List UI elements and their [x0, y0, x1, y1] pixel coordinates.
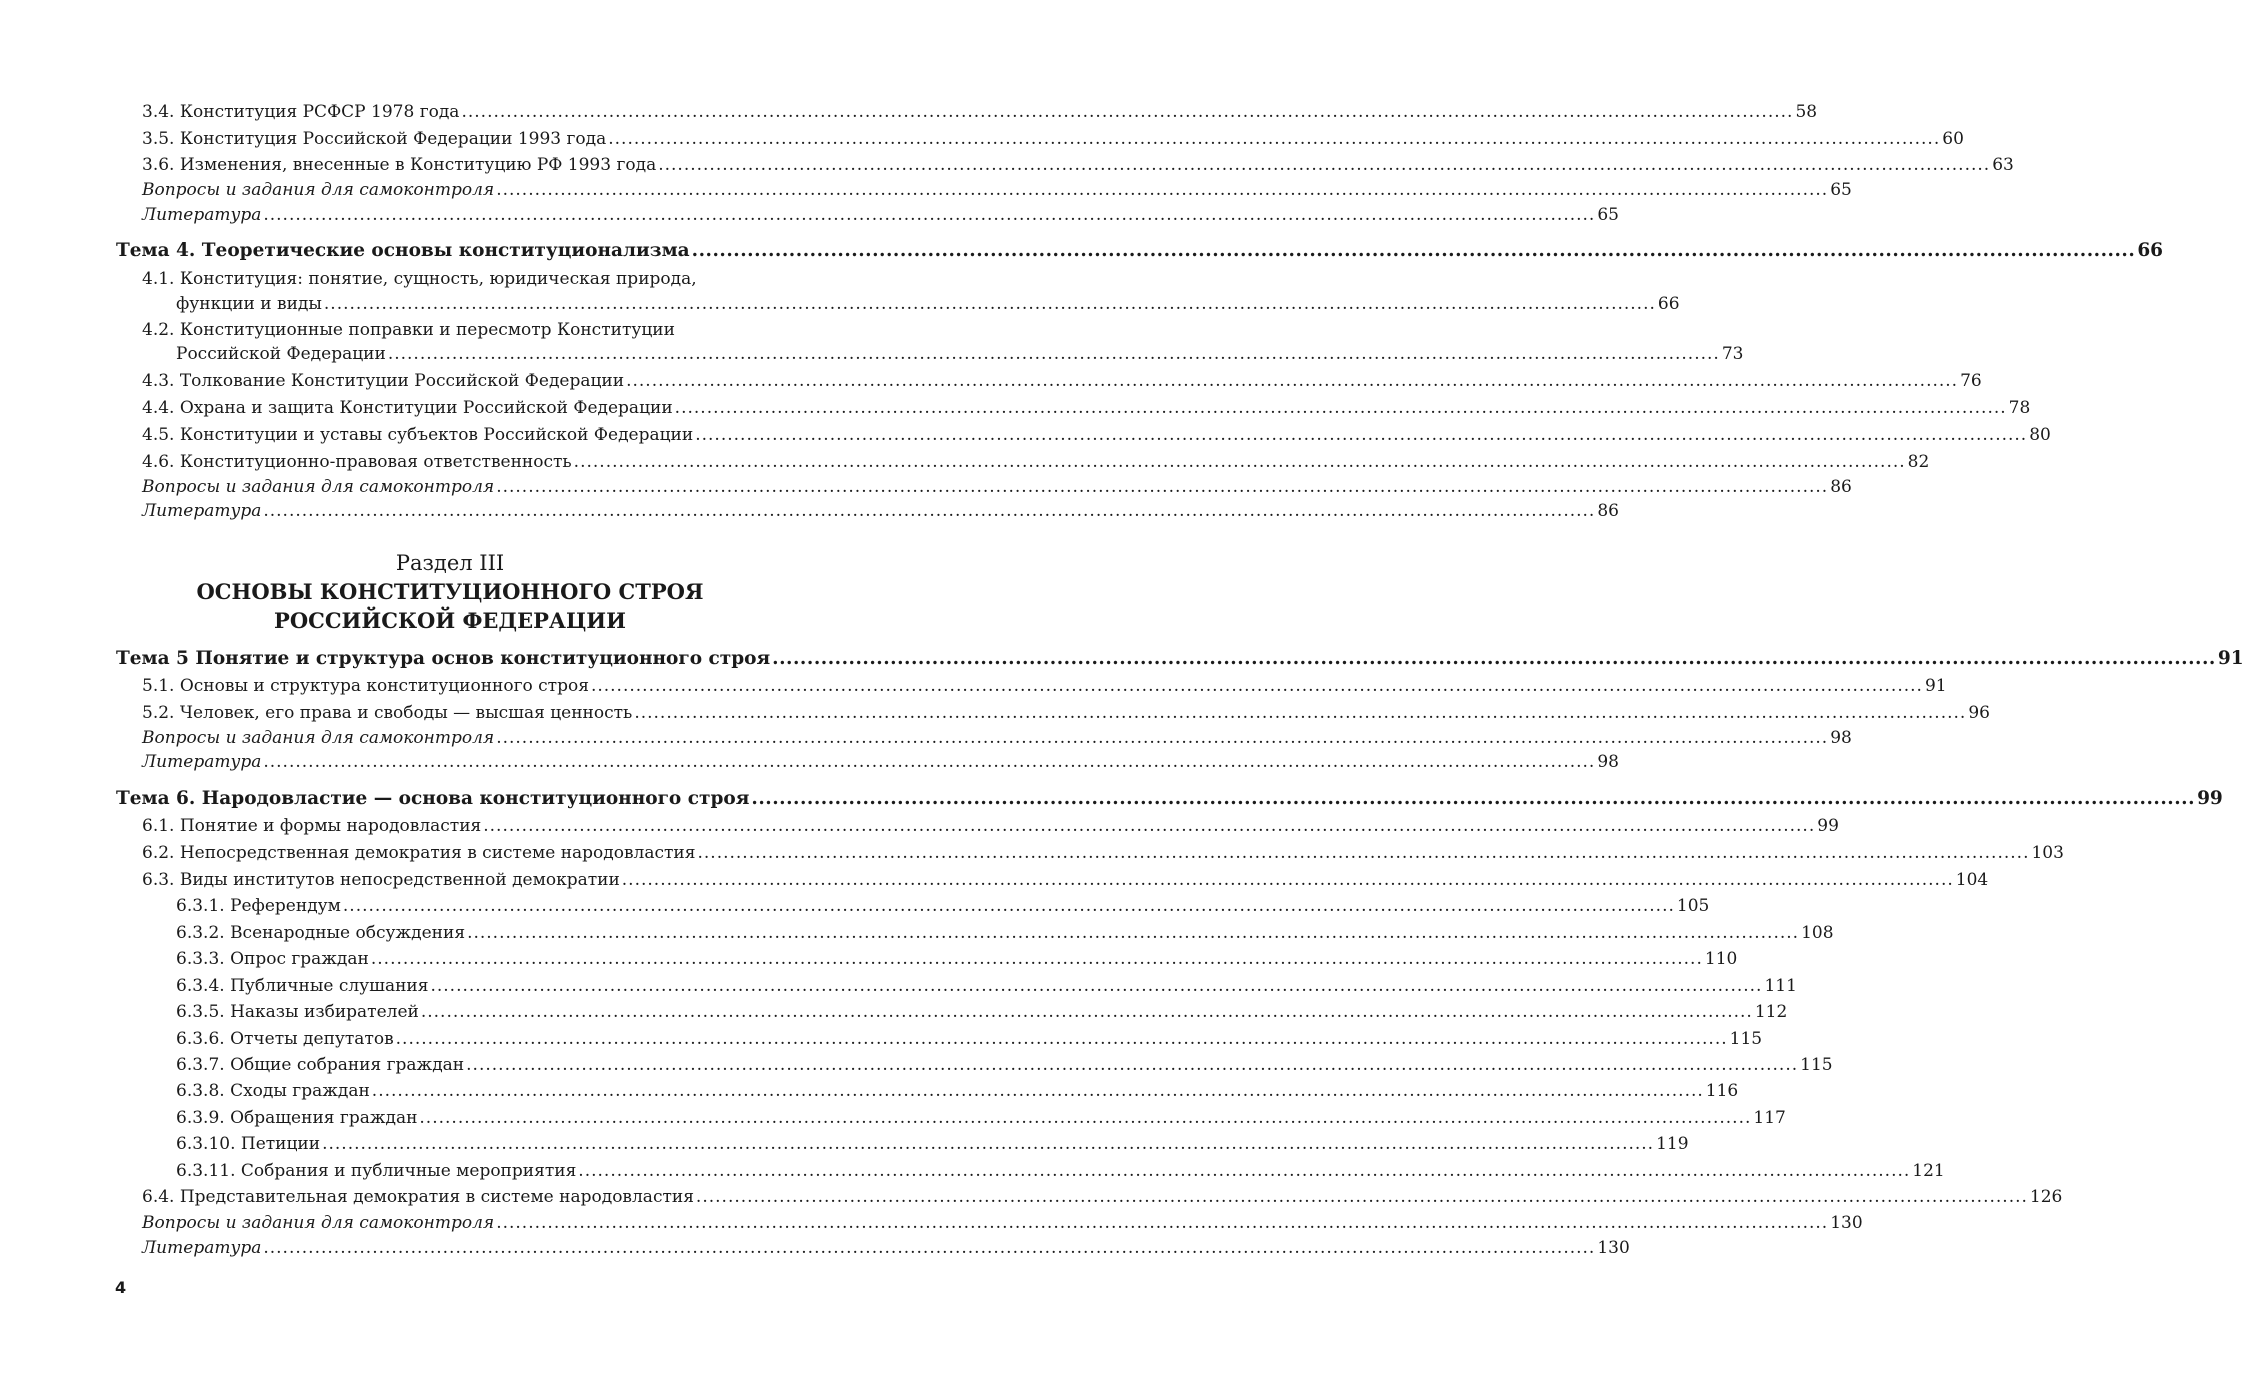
toc-entry-label: Вопросы и задания для самоконтроля [142, 477, 495, 497]
toc-entry-6-3-3 [176, 948, 1738, 970]
toc-entry-label: 6.3.3. Опрос граждан [176, 949, 369, 969]
toc-entry-page: 91 [1924, 676, 1947, 696]
toc-entry-4-5 [142, 424, 2051, 446]
toc-entry-4-4 [142, 397, 2031, 419]
toc-entry-label: Литература [142, 1238, 262, 1258]
section-number: Раздел III [395, 551, 505, 575]
toc-entry-6-4 [142, 1186, 2063, 1208]
toc-entry-label: 4.6. Конституционно-правовая ответственность [142, 452, 572, 472]
toc-entry-label: Вопросы и задания для самоконтроля [142, 728, 495, 748]
toc-entry-label: Литература [142, 501, 262, 521]
toc-entry-label: 5.1. Основы и структура конституционного строя [142, 676, 589, 696]
toc-entry-page: 86 [1830, 477, 1852, 497]
toc-entry-6-3 [142, 869, 1989, 891]
toc-entry-page: 98 [1597, 752, 1619, 772]
toc-entry-page: 108 [1801, 923, 1834, 943]
toc-entry-label: 4.3. Толкование Конституции Российской Федерации [142, 371, 625, 391]
toc-entry-6-3-4 [176, 975, 1797, 997]
toc-entry-6-3-1 [176, 895, 1710, 917]
toc-entry-label: 3.5. Конституция Российской Федерации 1993 года [142, 129, 607, 149]
toc-entry-page: 116 [1705, 1081, 1739, 1101]
toc-entry-page: 115 [1729, 1029, 1763, 1049]
toc-entry-4-6 [142, 451, 1930, 473]
section-title-line1: ОСНОВЫ КОНСТИТУЦИОННОГО СТРОЯ [196, 579, 704, 604]
toc-entry-6-3-9 [176, 1107, 1786, 1129]
toc-entry-page: 65 [1830, 180, 1852, 200]
toc-entry-page: 96 [1968, 703, 1990, 723]
toc-entry-page: 121 [1912, 1161, 1945, 1181]
toc-theme-6 [116, 788, 2223, 810]
theme-title: Тема 6. Народовластие — основа конституционного строя [116, 788, 750, 809]
toc-entry-page: 126 [2029, 1187, 2063, 1207]
toc-theme-4 [116, 240, 2164, 262]
toc-entry-label: 6.3.10. Петиции [176, 1134, 321, 1154]
theme-title: Тема 5 Понятие и структура основ конституционного строя [116, 648, 771, 669]
toc-entry-6-3-6 [176, 1028, 1763, 1050]
toc-entry-label: Вопросы и задания для самоконтроля [142, 180, 495, 200]
toc-entry-page: 98 [1830, 728, 1852, 748]
toc-entry-label: 6.3.11. Собрания и публичные мероприятия [176, 1161, 577, 1181]
toc-entry-label: 6.3.8. Сходы граждан [176, 1081, 370, 1101]
toc-entry-3-4 [142, 101, 1818, 123]
toc-entry-label: 6.1. Понятие и формы народовластия [142, 816, 482, 836]
toc-entry-page: 111 [1764, 976, 1797, 996]
toc-entry-6-3-2 [176, 922, 1834, 944]
toc-entry-page: 66 [1657, 294, 1680, 314]
toc-entry-label: 3.6. Изменения, внесенные в Конституцию РФ 1993 года [142, 155, 657, 175]
theme-page: 66 [2137, 240, 2164, 261]
toc-entry-page: 78 [2008, 398, 2031, 418]
toc-entry-page: 112 [1754, 1002, 1788, 1022]
toc-entry-page: 119 [1656, 1134, 1689, 1154]
toc-entry-4-3 [142, 370, 1982, 392]
toc-entry-label: Литература [142, 205, 262, 225]
toc-entry-literature-3 [142, 204, 1619, 226]
toc-entry-6-2 [142, 842, 2064, 864]
theme-page: 99 [2197, 788, 2223, 809]
toc-entry-6-3-11 [176, 1160, 1945, 1182]
toc-theme-5 [116, 648, 2244, 670]
toc-entry-page: 60 [1942, 129, 1964, 149]
toc-entry-page: 80 [2029, 425, 2051, 445]
toc-entry-6-1 [142, 815, 1839, 837]
toc-entry-label: Литература [142, 752, 262, 772]
toc-entry-page: 104 [1955, 870, 1989, 890]
toc-entry-page: 99 [1817, 816, 1839, 836]
toc-entry-label: Российской Федерации [176, 344, 386, 364]
toc-entry-6-3-10 [176, 1133, 1689, 1155]
toc-entry-page: 58 [1795, 102, 1818, 122]
theme-page: 91 [2217, 648, 2244, 669]
toc-entry-questions-4 [142, 476, 1852, 498]
toc-entry-4-1 [176, 293, 1680, 315]
page-number: 4 [115, 1278, 127, 1297]
toc-entry-label: 5.2. Человек, его права и свободы — высшая ценность [142, 703, 633, 723]
toc-entry-page: 76 [1960, 371, 1982, 391]
toc-entry-page: 115 [1800, 1055, 1833, 1075]
section-title-line2: РОССИЙСКОЙ ФЕДЕРАЦИИ [274, 608, 626, 633]
toc-entry-page: 63 [1992, 155, 2014, 175]
toc-entry-label: 6.3.6. Отчеты депутатов [176, 1029, 394, 1049]
toc-entry-label: 6.3.2. Всенародные обсуждения [176, 923, 466, 943]
toc-entry-page: 73 [1721, 344, 1744, 364]
toc-entry-label: 6.3. Виды институтов непосредственной демократии [142, 870, 620, 890]
toc-entry-literature-5 [142, 751, 1619, 773]
theme-title: Тема 4. Теоретические основы конституционализма [116, 240, 690, 261]
toc-entry-label: 6.3.5. Наказы избирателей [176, 1002, 419, 1022]
toc-entry-5-2 [142, 702, 1990, 724]
toc-entry-label: 6.3.9. Обращения граждан [176, 1108, 418, 1128]
toc-entry-questions-5 [142, 727, 1852, 749]
toc-entry-6-3-5 [176, 1001, 1788, 1023]
toc-entry-questions-6 [142, 1212, 1863, 1234]
toc-entry-literature-6 [142, 1237, 1630, 1259]
toc-entry-5-1 [142, 675, 1947, 697]
toc-entry-6-3-8 [176, 1080, 1739, 1102]
toc-entry-label: 6.3.7. Общие собрания граждан [176, 1055, 465, 1075]
toc-entry-label: 6.3.1. Референдум [176, 896, 341, 916]
toc-entry-label: 6.3.4. Публичные слушания [176, 976, 429, 996]
toc-entry-6-3-7 [176, 1054, 1833, 1076]
toc-entry-page: 105 [1676, 896, 1710, 916]
toc-entry-label: функции и виды [176, 294, 322, 314]
toc-entry-label: Вопросы и задания для самоконтроля [142, 1213, 495, 1233]
toc-entry-page: 65 [1597, 205, 1619, 225]
toc-entry-literature-4 [142, 500, 1619, 522]
toc-entry-page: 130 [1830, 1213, 1863, 1233]
toc-entry-page: 110 [1704, 949, 1738, 969]
toc-entry-page: 103 [2031, 843, 2064, 863]
toc-entry-questions-3 [142, 179, 1852, 201]
toc-entry-4-2 [176, 343, 1744, 365]
toc-entry-label: 4.5. Конституции и уставы субъектов Российской Федерации [142, 425, 694, 445]
toc-entry-4-2-line1: 4.2. Конституционные поправки и пересмотр Конституции [142, 320, 675, 340]
toc-entry-label: 4.4. Охрана и защита Конституции Российской Федерации [142, 398, 673, 418]
toc-entry-page: 82 [1907, 452, 1930, 472]
toc-entry-page: 130 [1597, 1238, 1630, 1258]
toc-entry-page: 86 [1597, 501, 1619, 521]
toc-entry-4-1-line1: 4.1. Конституция: понятие, сущность, юридическая природа, [142, 269, 697, 289]
toc-entry-label: 6.4. Представительная демократия в системе народовластия [142, 1187, 694, 1207]
toc-entry-3-5 [142, 128, 1964, 150]
toc-entry-3-6 [142, 154, 2014, 176]
toc-entry-page: 117 [1753, 1108, 1786, 1128]
toc-entry-label: 6.2. Непосредственная демократия в системе народовластия [142, 843, 696, 863]
toc-entry-label: 3.4. Конституция РСФСР 1978 года [142, 102, 460, 122]
